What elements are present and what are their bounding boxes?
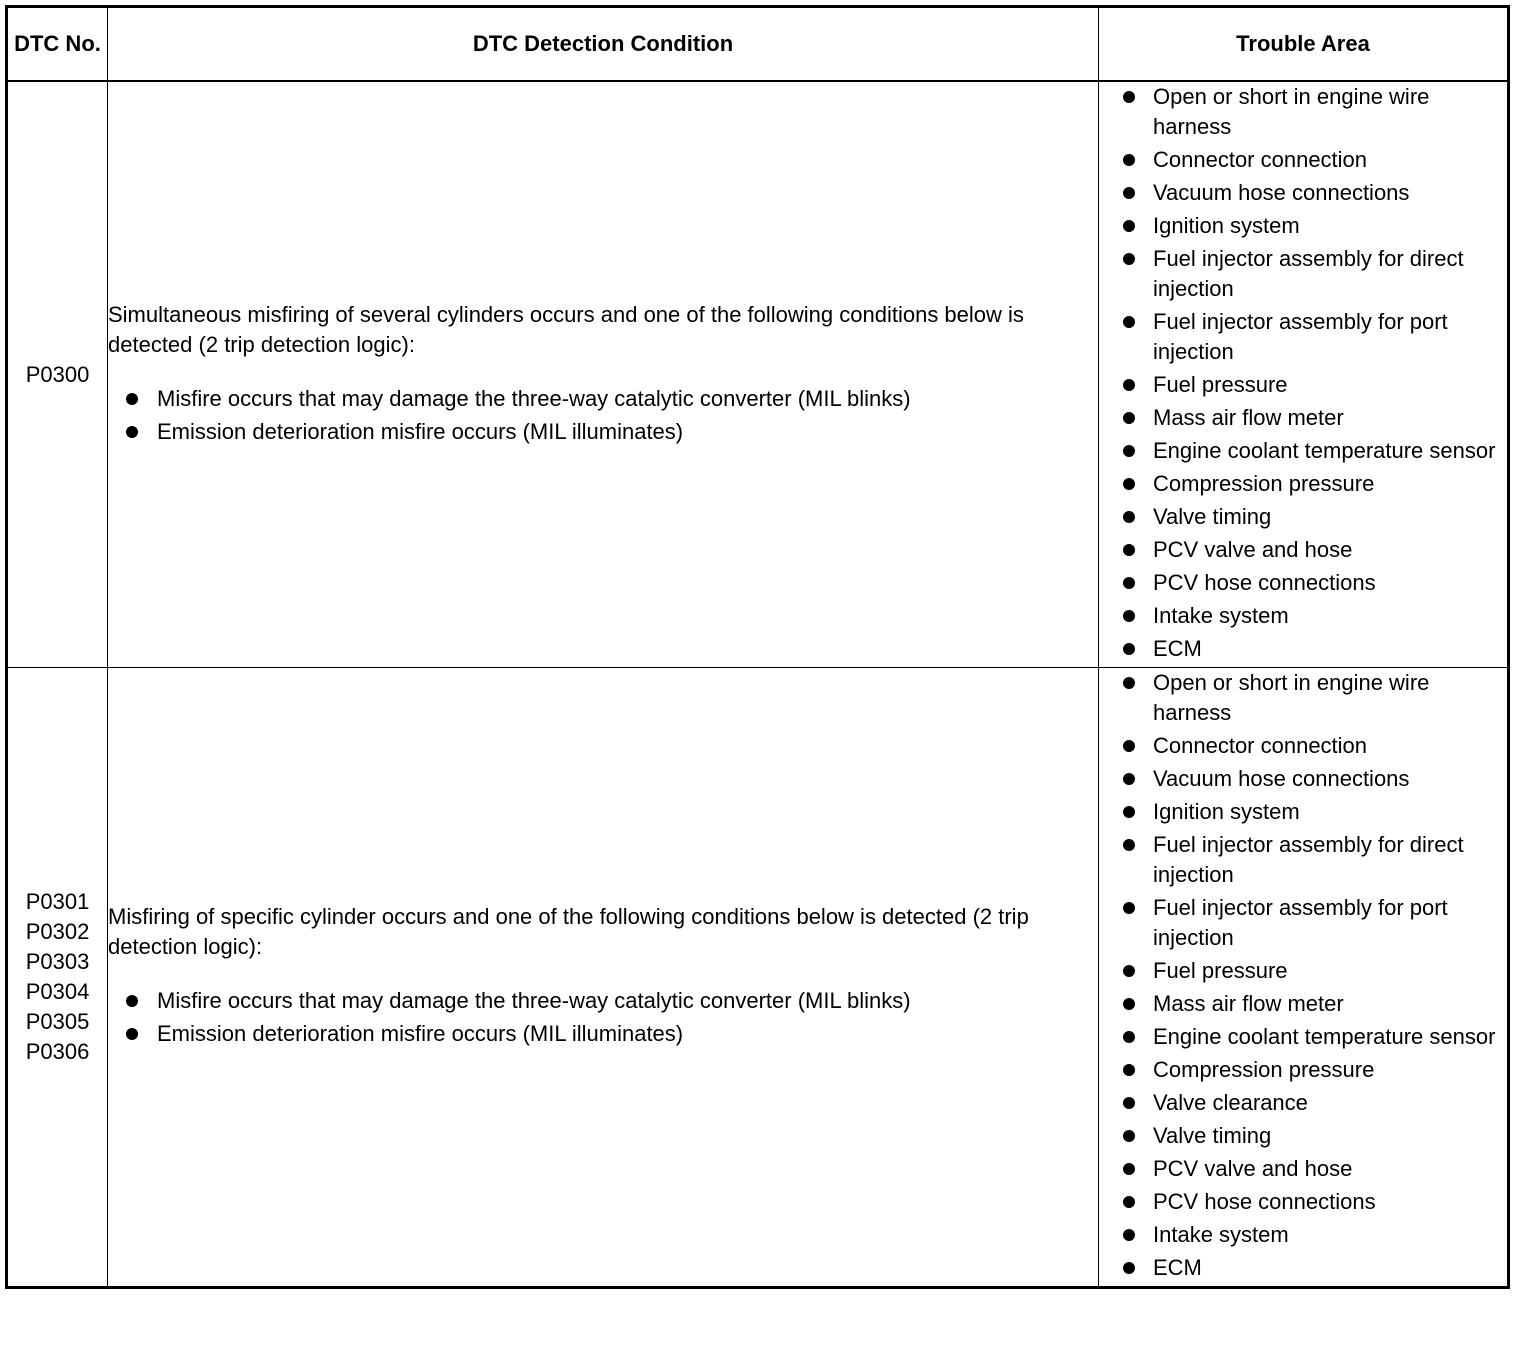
trouble-area-item xyxy=(1099,502,1507,532)
trouble-area-text: Mass air flow meter xyxy=(1153,405,1344,430)
trouble-area-item xyxy=(1099,1187,1507,1217)
bullet-icon xyxy=(1123,220,1135,232)
trouble-area-text: Ignition system xyxy=(1153,213,1300,238)
trouble-area-item xyxy=(1099,1055,1507,1085)
bullet-icon xyxy=(1123,478,1135,490)
trouble-area-item xyxy=(1099,145,1507,175)
condition-item xyxy=(108,417,1098,447)
trouble-area-text: PCV valve and hose xyxy=(1153,537,1353,562)
trouble-area-item xyxy=(1099,307,1507,367)
trouble-area-item xyxy=(1099,989,1507,1019)
trouble-area-text: Connector connection xyxy=(1153,733,1368,758)
trouble-area-item xyxy=(1099,211,1507,241)
detection-condition-cell xyxy=(108,668,1099,1288)
bullet-icon xyxy=(1123,91,1135,103)
bullet-icon xyxy=(1123,610,1135,622)
trouble-area-item xyxy=(1099,731,1507,761)
bullet-icon xyxy=(1123,445,1135,457)
trouble-area-text: Vacuum hose connections xyxy=(1153,180,1410,205)
trouble-area-item xyxy=(1099,893,1507,953)
trouble-area-text: Fuel injector assembly for direct injection xyxy=(1153,832,1464,887)
trouble-area-text: Open or short in engine wire harness xyxy=(1153,84,1430,139)
condition-text: Misfire occurs that may damage the three-way catalytic converter (MIL blinks) xyxy=(157,385,911,411)
trouble-area-text: Fuel pressure xyxy=(1153,372,1288,397)
trouble-area-item xyxy=(1099,830,1507,890)
bullet-icon xyxy=(126,995,138,1007)
bullet-icon xyxy=(1123,253,1135,265)
trouble-area-text: Intake system xyxy=(1153,1222,1289,1247)
trouble-area-text: PCV hose connections xyxy=(1153,1189,1376,1214)
table-row xyxy=(7,81,1509,668)
trouble-area-item xyxy=(1099,370,1507,400)
bullet-icon xyxy=(1123,677,1135,689)
bullet-icon xyxy=(1123,1229,1135,1241)
bullet-icon xyxy=(1123,577,1135,589)
bullet-icon xyxy=(1123,773,1135,785)
header-trouble-area: Trouble Area xyxy=(1099,7,1509,82)
trouble-area-text: ECM xyxy=(1153,636,1202,661)
condition-intro: Simultaneous misfiring of several cylinders occurs and one of the following conditions below is detected (2 trip detection logic): xyxy=(108,301,1024,357)
bullet-icon xyxy=(1123,965,1135,977)
bullet-icon xyxy=(1123,1097,1135,1109)
bullet-icon xyxy=(1123,1196,1135,1208)
bullet-icon xyxy=(1123,740,1135,752)
trouble-area-item xyxy=(1099,634,1507,664)
dtc-code: P0306 xyxy=(25,1039,90,1064)
dtc-code: P0301 xyxy=(25,889,90,914)
bullet-icon xyxy=(1123,839,1135,851)
trouble-area-text: Fuel injector assembly for port injection xyxy=(1153,895,1448,950)
bullet-icon xyxy=(1123,1163,1135,1175)
bullet-icon xyxy=(126,393,138,405)
trouble-area-text: Fuel pressure xyxy=(1153,958,1288,983)
trouble-area-text: Valve timing xyxy=(1153,504,1272,529)
condition-text: Misfire occurs that may damage the three-way catalytic converter (MIL blinks) xyxy=(157,988,911,1013)
bullet-icon xyxy=(1123,544,1135,556)
trouble-area-list xyxy=(1099,668,1507,1283)
condition-item xyxy=(108,1019,1098,1049)
detection-condition-cell xyxy=(108,81,1099,668)
trouble-area-item xyxy=(1099,535,1507,565)
bullet-icon xyxy=(1123,1031,1135,1043)
trouble-area-item xyxy=(1099,178,1507,208)
bullet-icon xyxy=(1123,412,1135,424)
dtc-code: P0300 xyxy=(25,361,90,387)
trouble-area-text: Vacuum hose connections xyxy=(1153,766,1410,791)
trouble-area-text: Engine coolant temperature sensor xyxy=(1153,438,1496,463)
trouble-area-text: Ignition system xyxy=(1153,799,1300,824)
trouble-area-text: Valve clearance xyxy=(1153,1090,1308,1115)
trouble-area-item xyxy=(1099,82,1507,142)
trouble-area-text: PCV valve and hose xyxy=(1153,1156,1353,1181)
dtc-code-cell xyxy=(7,668,108,1288)
condition-text: Emission deterioration misfire occurs (MIL illuminates) xyxy=(157,418,684,444)
trouble-area-text: Fuel injector assembly for direct injection xyxy=(1153,246,1464,301)
bullet-icon xyxy=(1123,511,1135,523)
trouble-area-text: Intake system xyxy=(1153,603,1289,628)
trouble-area-list xyxy=(1099,82,1507,664)
trouble-area-item xyxy=(1099,668,1507,728)
condition-item xyxy=(108,986,1098,1016)
dtc-table xyxy=(5,5,1510,1289)
table-row xyxy=(7,668,1509,1288)
trouble-area-item xyxy=(1099,601,1507,631)
header-row xyxy=(7,7,1509,82)
bullet-icon xyxy=(1123,379,1135,391)
trouble-area-item xyxy=(1099,797,1507,827)
bullet-icon xyxy=(1123,806,1135,818)
trouble-area-item xyxy=(1099,436,1507,466)
trouble-area-item xyxy=(1099,1022,1507,1052)
trouble-area-item xyxy=(1099,244,1507,304)
trouble-area-item xyxy=(1099,1121,1507,1151)
trouble-area-item xyxy=(1099,1253,1507,1283)
condition-intro: Misfiring of specific cylinder occurs and one of the following conditions below is detected (2 trip detection logic): xyxy=(108,904,1029,959)
header-dtc-no: DTC No. xyxy=(7,7,108,82)
trouble-area-item xyxy=(1099,956,1507,986)
trouble-area-item xyxy=(1099,1088,1507,1118)
trouble-area-cell xyxy=(1099,668,1509,1288)
bullet-icon xyxy=(1123,1130,1135,1142)
bullet-icon xyxy=(1123,643,1135,655)
trouble-area-text: Mass air flow meter xyxy=(1153,991,1344,1016)
condition-list xyxy=(108,384,1098,447)
dtc-code: P0303 xyxy=(25,949,90,974)
trouble-area-text: Open or short in engine wire harness xyxy=(1153,670,1430,725)
trouble-area-item xyxy=(1099,568,1507,598)
header-detection-condition: DTC Detection Condition xyxy=(108,7,1099,82)
trouble-area-text: PCV hose connections xyxy=(1153,570,1376,595)
bullet-icon xyxy=(126,426,138,438)
trouble-area-item xyxy=(1099,1154,1507,1184)
dtc-code-cell xyxy=(7,81,108,668)
bullet-icon xyxy=(1123,902,1135,914)
dtc-code: P0302 xyxy=(25,919,90,944)
trouble-area-text: Compression pressure xyxy=(1153,1057,1375,1082)
bullet-icon xyxy=(1123,154,1135,166)
trouble-area-item xyxy=(1099,764,1507,794)
trouble-area-text: Valve timing xyxy=(1153,1123,1272,1148)
condition-list xyxy=(108,986,1098,1049)
condition-text: Emission deterioration misfire occurs (MIL illuminates) xyxy=(157,1021,684,1046)
trouble-area-item xyxy=(1099,1220,1507,1250)
trouble-area-item xyxy=(1099,469,1507,499)
trouble-area-text: ECM xyxy=(1153,1255,1202,1280)
condition-item xyxy=(108,384,1098,414)
bullet-icon xyxy=(1123,187,1135,199)
dtc-code: P0305 xyxy=(25,1009,90,1034)
bullet-icon xyxy=(1123,1064,1135,1076)
trouble-area-text: Engine coolant temperature sensor xyxy=(1153,1024,1496,1049)
trouble-area-text: Compression pressure xyxy=(1153,471,1375,496)
trouble-area-item xyxy=(1099,403,1507,433)
trouble-area-text: Fuel injector assembly for port injection xyxy=(1153,309,1448,364)
trouble-area-cell xyxy=(1099,81,1509,668)
bullet-icon xyxy=(1123,1262,1135,1274)
dtc-code: P0304 xyxy=(25,979,90,1004)
bullet-icon xyxy=(1123,998,1135,1010)
bullet-icon xyxy=(126,1028,138,1040)
bullet-icon xyxy=(1123,316,1135,328)
trouble-area-text: Connector connection xyxy=(1153,147,1368,172)
